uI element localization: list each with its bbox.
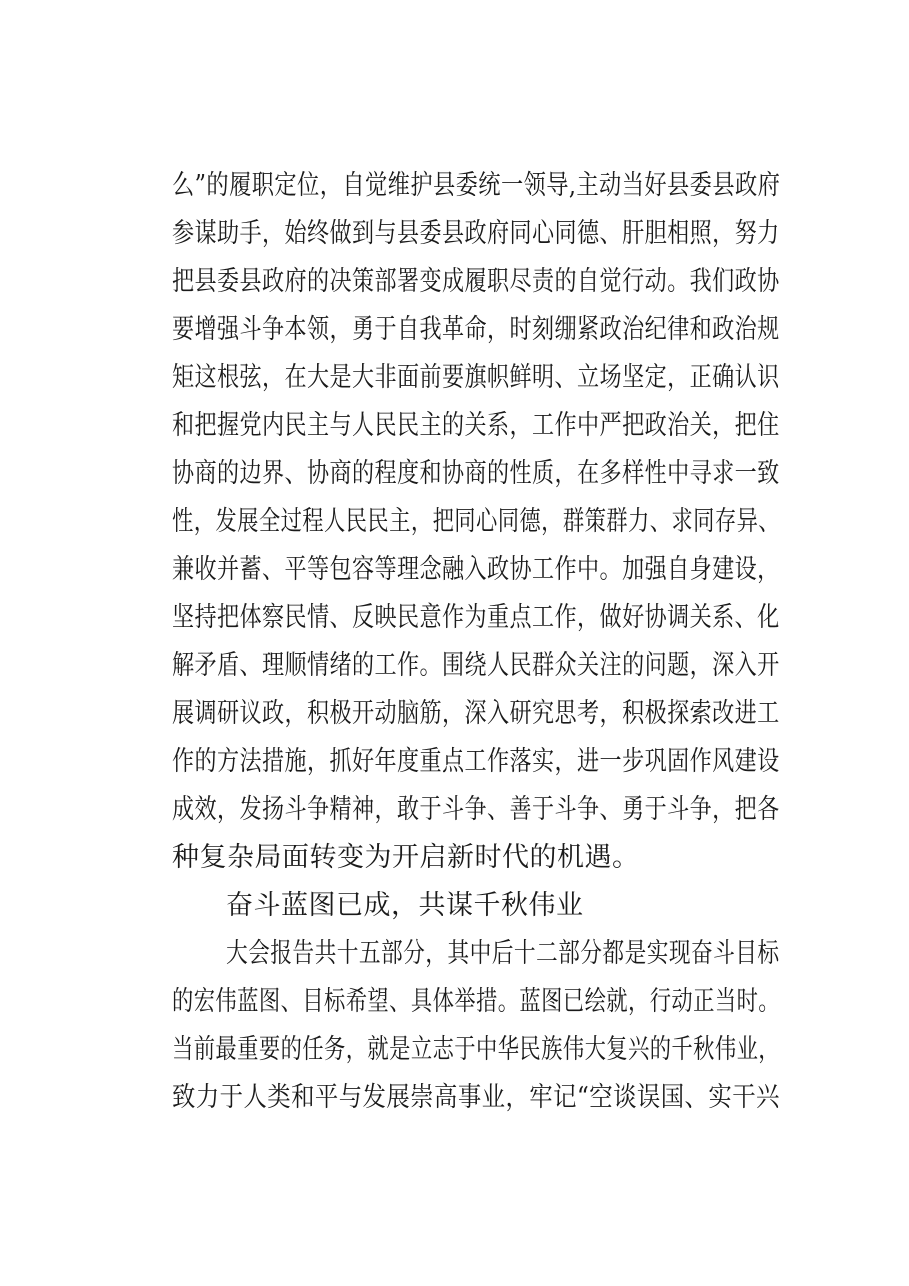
paragraph-line: 成效，发扬斗争精神，敢于斗争、善于斗争、勇于斗争，把各 [172, 794, 780, 825]
paragraph-line: 大会报告共十五部分，其中后十二部分都是实现奋斗目标 [226, 938, 780, 969]
paragraph-line: 坚持把体察民情、反映民意作为重点工作，做好协调关系、化 [172, 602, 780, 633]
paragraph-line: 把县委县政府的决策部署变成履职尽责的自觉行动。我们政协 [172, 266, 780, 297]
paragraph-line: 作的方法措施，抓好年度重点工作落实，进一步巩固作风建设 [172, 746, 780, 777]
paragraph-line: 种复杂局面转变为开启新时代的机遇。 [172, 842, 640, 873]
paragraph-line: 性，发展全过程人民民主，把同心同德，群策群力、求同存异、 [172, 506, 780, 537]
paragraph-line: 参谋助手，始终做到与县委县政府同心同德、肝胆相照，努力 [172, 218, 780, 249]
paragraph-line: 展调研议政，积极开动脑筋，深入研究思考，积极探索改进工 [172, 698, 780, 729]
paragraph-line: 兼收并蓄、平等包容等理念融入政协工作中。加强自身建设， [172, 554, 780, 585]
paragraph-line: 要增强斗争本领，勇于自我革命，时刻绷紧政治纪律和政治规 [172, 314, 780, 345]
paragraph-line: 当前最重要的任务，就是立志于中华民族伟大复兴的千秋伟业， [172, 1034, 780, 1065]
paragraph-line: 矩这根弦，在大是大非面前要旗帜鲜明、立场坚定，正确认识 [172, 362, 780, 393]
paragraph-line: 协商的边界、协商的程度和协商的性质，在多样性中寻求一致 [172, 458, 780, 489]
paragraph-line: 解矛盾、理顺情绪的工作。围绕人民群众关注的问题，深入开 [172, 650, 780, 681]
paragraph-line: 么”的履职定位，自觉维护县委统一领导,主动当好县委县政府 [172, 170, 781, 201]
paragraph-line: 的宏伟蓝图、目标希望、具体举措。蓝图已绘就，行动正当时。 [172, 986, 780, 1017]
paragraph-line: 和把握党内民主与人民民主的关系，工作中严把政治关，把住 [172, 410, 780, 441]
section-heading: 奋斗蓝图已成，共谋千秋伟业 [226, 890, 584, 921]
paragraph-line: 致力于人类和平与发展崇高事业，牢记“空谈误国、实干兴 [172, 1082, 780, 1113]
